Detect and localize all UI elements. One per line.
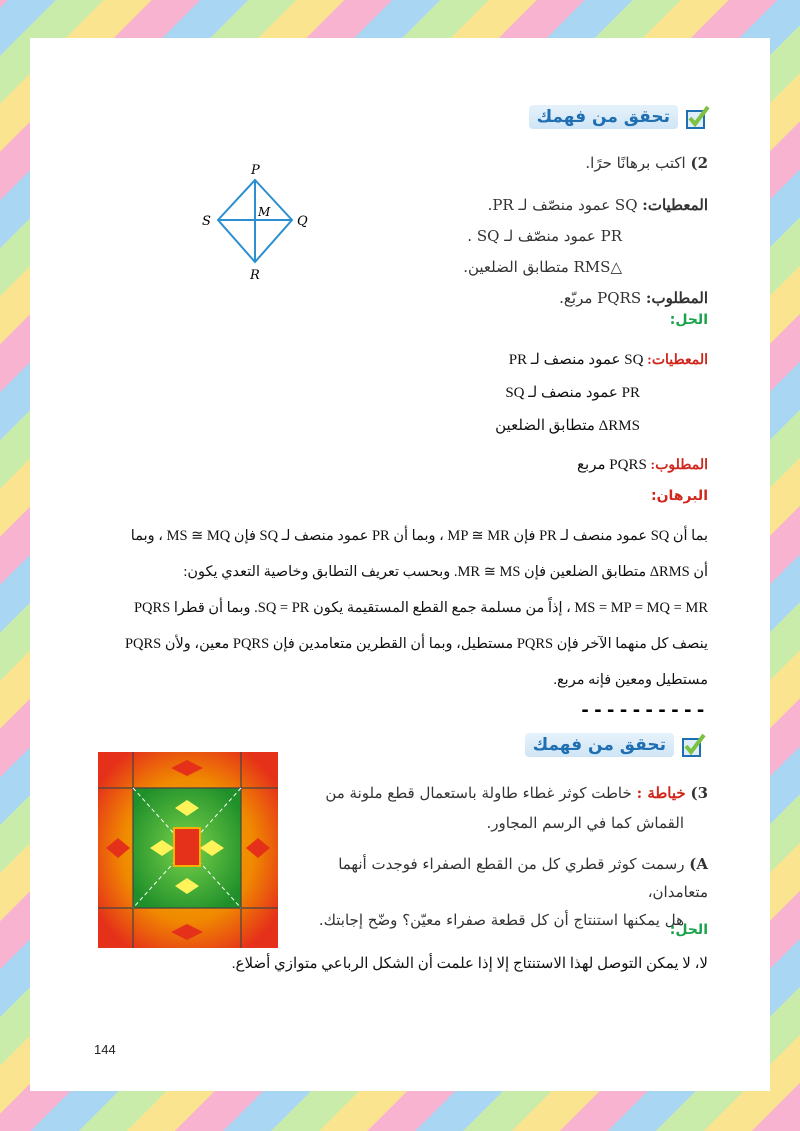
checkmark-icon [680,732,706,758]
solution-2-answer: لا، لا يمكن التوصل لهذا الاستنتاج إلا إذا علمت أن الشكل الرباعي متوازي أضلاع. [231,956,708,972]
solution-label-2: الحل: [669,922,708,938]
proof-label: البرهان: [651,488,708,504]
vertex-r-label: R [250,268,260,283]
proof-text: بما أن SQ عمود منصف لـ PR فإن MP ≅ MR ، وبما أن PR عمود منصف لـ SQ فإن MS ≅ MQ ، وبما أن ΔRMS متطابق الضلعين فإن MR ≅ MS. وبحسب تعريف التطابق وخاصية التعدي يكون: MS = MP = MQ = MR ، إذاً من مسلمة جمع القطع المستقيمة يكون SQ = PR. وبما أن قطرا PQRS ينصف كل منهما الآخر فإن PQRS مستطيل، وبما أن القطرين متعامدين فإن PQRS معين، ولأن PQRS مستطيل ومعين فإنه مربع. [124,528,708,688]
question-3-part-a: A) رسمت كوثر قطري كل من القطع الصفراء فوجدت أنهما متعامدان، هل يمكنها استنتاج أن كل قطعة صفراء معيّن؟ وضّح إجابتك. [318,855,708,929]
solution-1-given: المعطيات: SQ عمود منصف لـ PR PR عمود منصف لـ SQ ΔRMS متطابق الضلعين المطلوب: PQRS مربع [495,352,708,473]
vertex-p-label: P [251,163,260,178]
question-2-prompt: 2) اكتب برهانًا حرًا. [585,154,708,172]
question-3-stem: 3) خياطة : خاطت كوثر غطاء طاولة باستعمال قطع ملونة من القماش كما في الرسم المجاور. [325,784,708,832]
section-divider: ---------- [579,700,708,721]
checkmark-icon [684,104,710,130]
tablecloth-quilt-image [98,752,278,948]
question-2-given: المعطيات: SQ عمود منصّف لـ PR. PR عمود منصّف لـ SQ . △RMS متطابق الضلعين. المطلوب: PQRS مربّع. [463,196,708,307]
vertex-q-label: Q [297,214,308,229]
header-title: تحقق من فهمك [529,105,678,129]
check-understanding-header-1 [529,104,710,130]
page [30,38,770,1091]
midpoint-m-label: M [258,205,271,219]
solution-label-1: الحل: [669,312,708,328]
vertex-s-label: S [202,214,211,229]
rhombus-figure [198,162,318,286]
page-number: 144 [94,1042,116,1057]
check-understanding-header-2 [525,732,706,758]
header-title: تحقق من فهمك [525,733,674,757]
